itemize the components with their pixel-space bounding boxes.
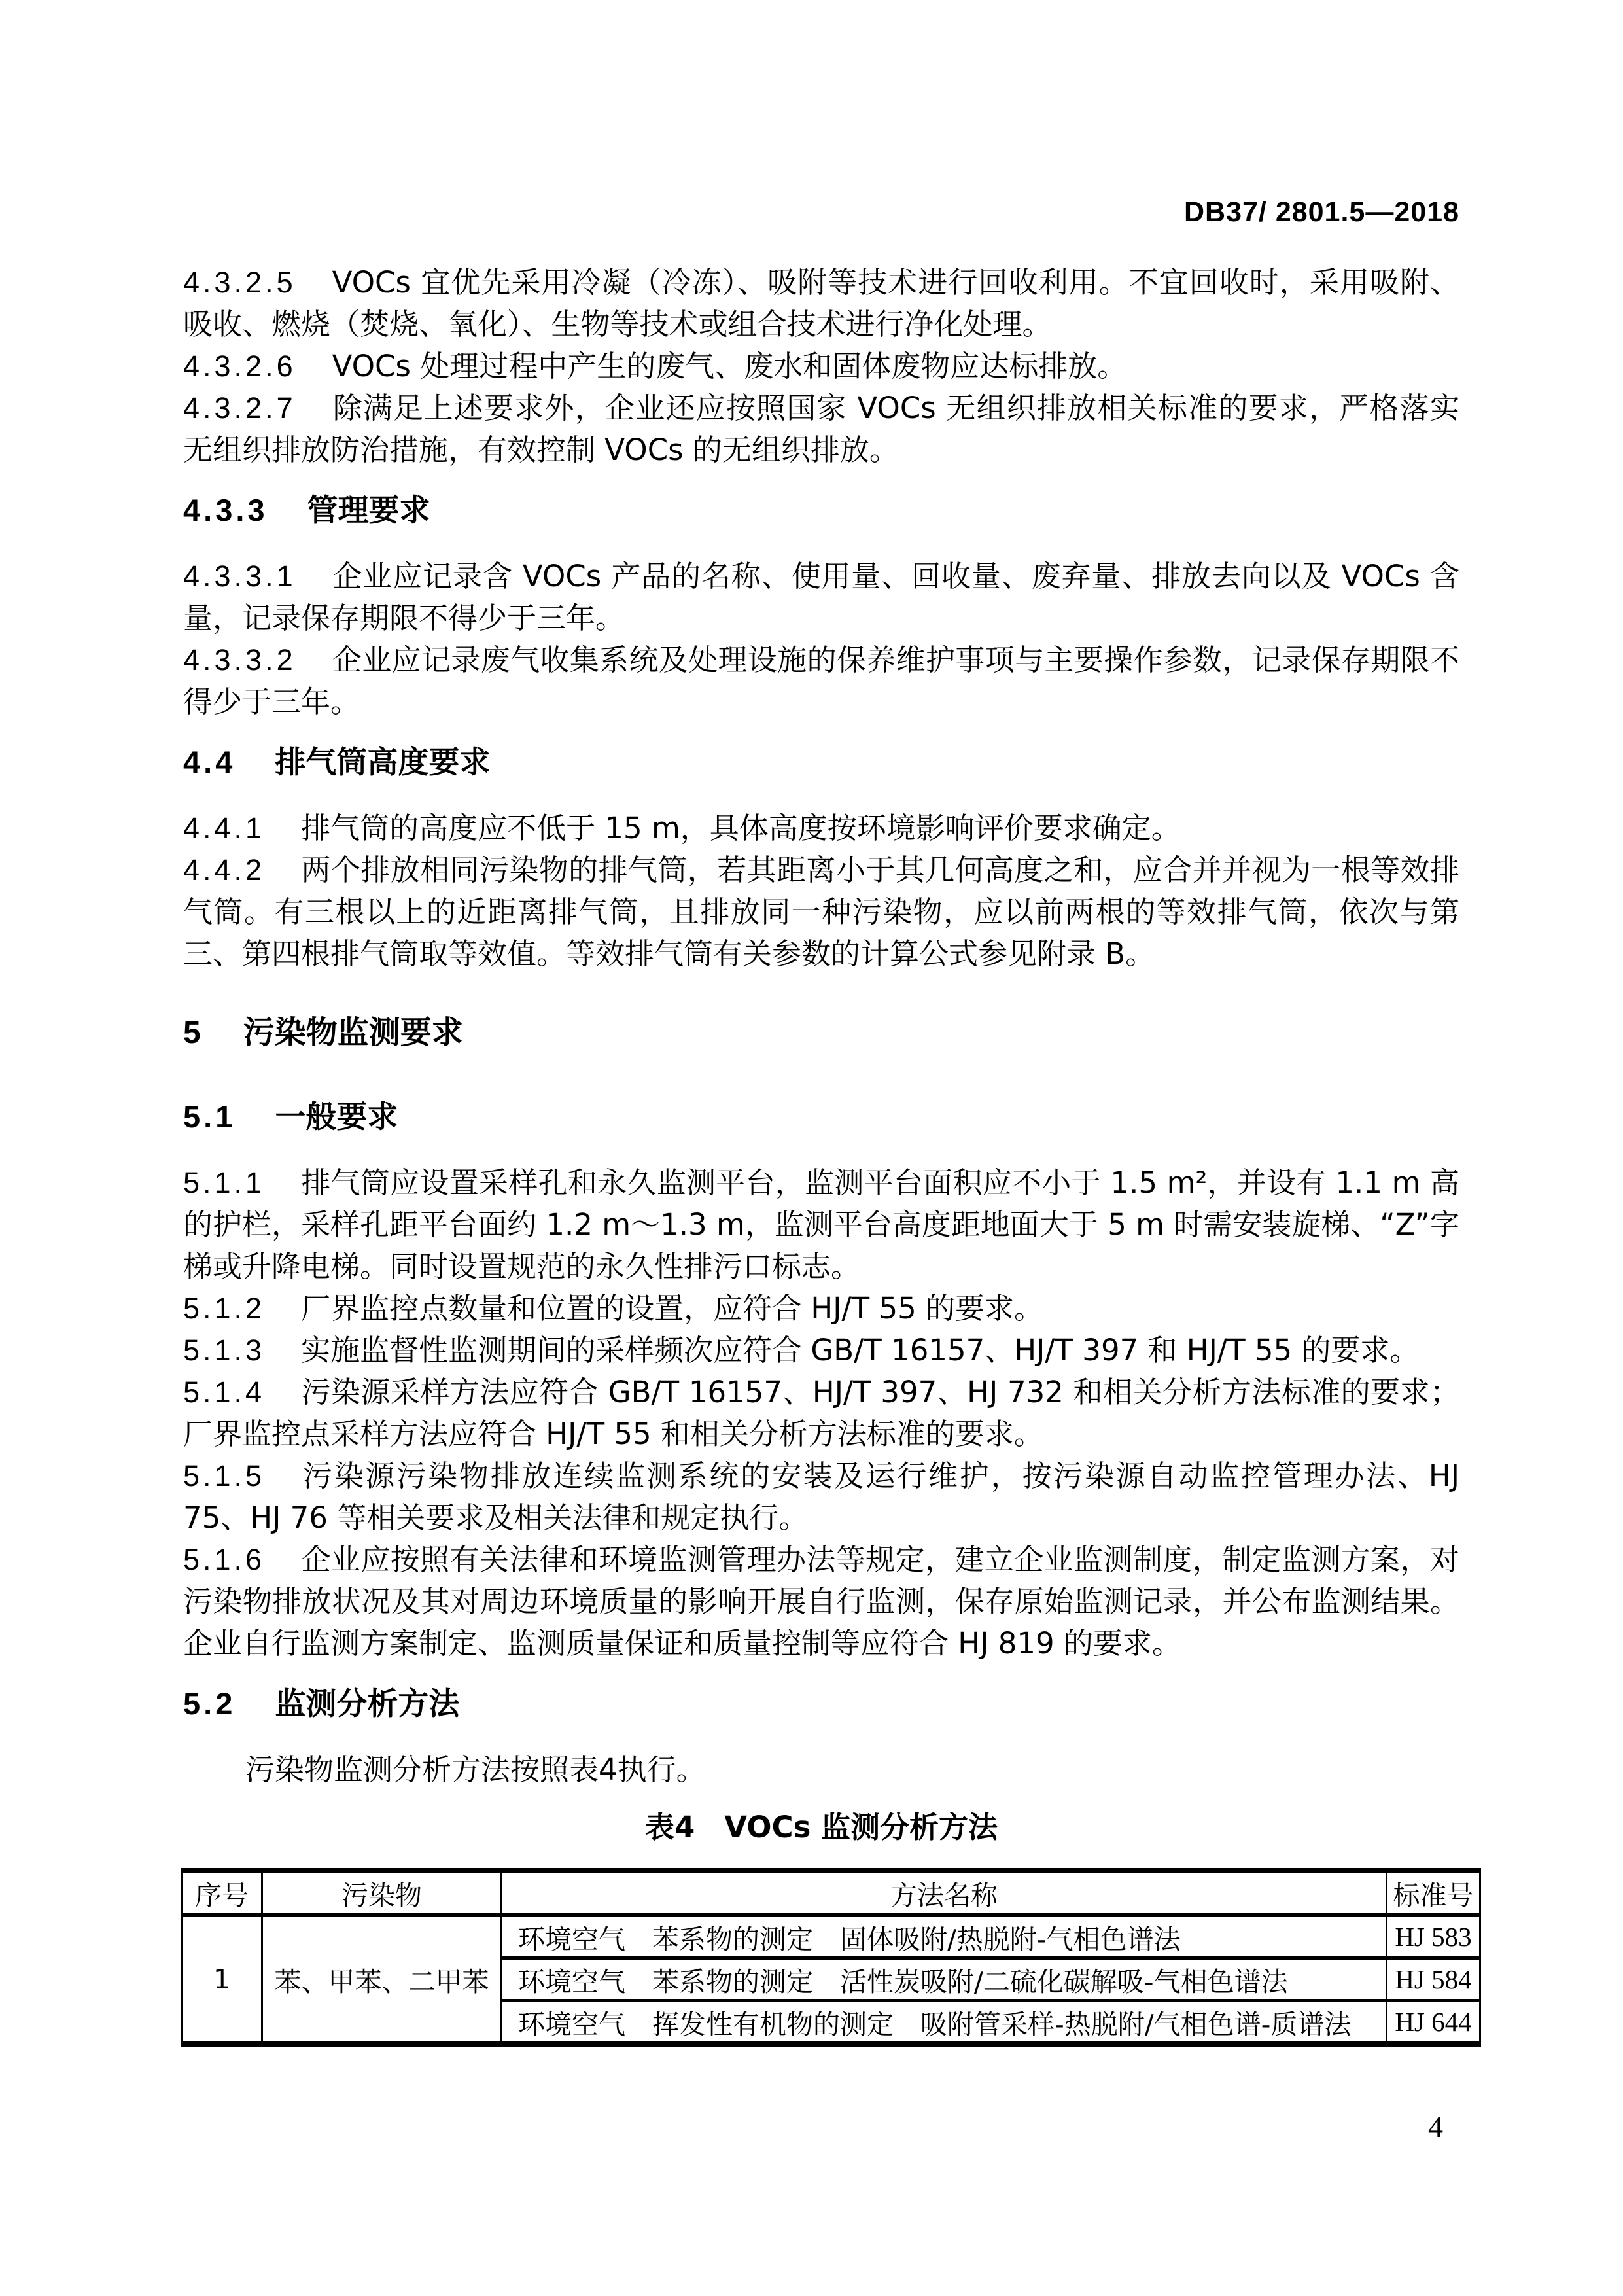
- section-number: 4.4: [183, 745, 236, 779]
- section-title: 一般要求: [275, 1099, 398, 1135]
- cell-method-2: 环境空气 苯系物的测定 活性炭吸附/二硫化碳解吸-气相色谱法: [502, 1958, 1387, 2001]
- section-title: 排气筒高度要求: [275, 745, 491, 781]
- section-number: 5.2: [183, 1686, 236, 1721]
- clause-text: VOCs 处理过程中产生的废气、废水和固体废物应达标排放。: [332, 349, 1127, 383]
- clause-4-3-2-7: [183, 387, 1459, 471]
- cell-method-3: 环境空气 挥发性有机物的测定 吸附管采样-热脱附/气相色谱-质谱法: [502, 2001, 1387, 2045]
- table-reference-paragraph: 污染物监测分析方法按照表4执行。: [245, 1752, 706, 1787]
- section-number: 4.3.3: [183, 493, 268, 527]
- clause-5-1-4: [183, 1371, 1459, 1455]
- clause-5-1-5: [183, 1455, 1459, 1539]
- clause-number: 5.1.4: [183, 1375, 266, 1409]
- clause-text: 排气筒应设置采样孔和永久监测平台，监测平台面积应不小于 1.5 m²，并设有 1.1 m 高的护栏，采样孔距平台面约 1.2 m～1.3 m，监测平台高度距地面大于 5 m 时需安装旋梯、“Z”字梯或升降电梯。同时设置规范的永久性排污口标志。: [183, 1165, 1459, 1284]
- table4-vocs-monitoring-methods: [181, 1868, 1481, 2047]
- cell-pollutant: 苯、甲苯、二甲苯: [262, 1915, 502, 2044]
- clause-number: 4.3.3.1: [183, 559, 296, 593]
- clause-5-1-6: [183, 1539, 1459, 1665]
- chapter-heading-5: [183, 1012, 1459, 1054]
- clause-text: 实施监督性监测期间的采样频次应符合 GB/T 16157、HJ/T 397 和 HJ/T 55 的要求。: [301, 1333, 1420, 1368]
- clause-text: 污染源污染物排放连续监测系统的安装及运行维护，按污染源自动监控管理办法、HJ 75、HJ 76 等相关要求及相关法律和规定执行。: [183, 1458, 1459, 1535]
- clause-number: 4.3.3.2: [183, 643, 296, 677]
- clause-4-4-2: [183, 849, 1459, 975]
- clause-4-4-1: [183, 807, 1459, 849]
- clause-5-1-3: [183, 1330, 1459, 1371]
- chapter-number: 5: [183, 1016, 204, 1050]
- clause-text: 两个排放相同污染物的排气筒，若其距离小于其几何高度之和，应合并并视为一根等效排气筒。有三根以上的近距离排气筒，且排放同一种污染物，应以前两根的等效排气筒，依次与第三、第四根排气筒取等效值。等效排气筒有关参数的计算公式参见附录 B。: [183, 853, 1459, 971]
- section-title: 监测分析方法: [275, 1686, 460, 1722]
- standard-number-header: DB37/ 2801.5—2018: [1183, 196, 1459, 228]
- clause-4-3-3-2: [183, 639, 1459, 723]
- section-number: 5.1: [183, 1099, 236, 1134]
- cell-standard-2: HJ 584: [1387, 1958, 1480, 2001]
- cell-standard-1: HJ 583: [1387, 1915, 1480, 1958]
- col-header-method-name: 方法名称: [502, 1871, 1387, 1916]
- page-number: 4: [1428, 2110, 1443, 2144]
- section-heading-4-3-3: [183, 489, 1459, 532]
- clause-number: 5.1.2: [183, 1292, 266, 1325]
- table-row: [182, 1915, 1480, 1958]
- section-heading-4-4: [183, 741, 1459, 784]
- table4-caption: 表4 VOCs 监测分析方法: [644, 1810, 998, 1845]
- clause-text: 厂界监控点数量和位置的设置，应符合 HJ/T 55 的要求。: [301, 1291, 1044, 1326]
- clause-number: 5.1.5: [183, 1459, 266, 1492]
- clause-number: 4.4.2: [183, 853, 266, 887]
- col-header-seq: 序号: [182, 1871, 262, 1916]
- section-heading-5-2: [183, 1683, 1459, 1725]
- clause-number: 4.3.2.7: [183, 391, 296, 425]
- table-header-row: [182, 1871, 1480, 1916]
- clause-number: 5.1.1: [183, 1166, 266, 1199]
- clause-number: 5.1.3: [183, 1333, 266, 1367]
- clause-number: 4.4.1: [183, 811, 266, 845]
- clause-text: 企业应记录含 VOCs 产品的名称、使用量、回收量、废弃量、排放去向以及 VOCs 含量，记录保存期限不得少于三年。: [183, 559, 1459, 635]
- clause-text: 企业应按照有关法律和环境监测管理办法等规定，建立企业监测制度，制定监测方案，对污染物排放状况及其对周边环境质量的影响开展自行监测，保存原始监测记录，并公布监测结果。企业自行监测方案制定、监测质量保证和质量控制等应符合 HJ 819 的要求。: [183, 1542, 1459, 1661]
- col-header-standard-no: 标准号: [1387, 1871, 1480, 1916]
- cell-method-1: 环境空气 苯系物的测定 固体吸附/热脱附-气相色谱法: [502, 1915, 1387, 1958]
- clause-4-3-2-6: [183, 345, 1459, 387]
- clause-5-1-1: [183, 1162, 1459, 1288]
- clause-number: 4.3.2.5: [183, 266, 296, 299]
- clause-text: VOCs 宜优先采用冷凝（冷冻）、吸附等技术进行回收利用。不宜回收时，采用吸附、吸收、燃烧（焚烧、氧化）、生物等技术或组合技术进行净化处理。: [183, 265, 1459, 342]
- chapter-title: 污染物监测要求: [243, 1014, 463, 1051]
- section-heading-5-1: [183, 1096, 1459, 1139]
- clause-text: 企业应记录废气收集系统及处理设施的保养维护事项与主要操作参数，记录保存期限不得少于三年。: [183, 643, 1459, 719]
- section-title: 管理要求: [307, 493, 430, 529]
- cell-seq: 1: [182, 1915, 262, 2044]
- clause-number: 4.3.2.6: [183, 349, 296, 383]
- clause-text: 排气筒的高度应不低于 15 m，具体高度按环境影响评价要求确定。: [301, 811, 1181, 845]
- clause-text: 污染源采样方法应符合 GB/T 16157、HJ/T 397、HJ 732 和相关分析方法标准的要求；厂界监控点采样方法应符合 HJ/T 55 和相关分析方法标准的要求。: [183, 1375, 1459, 1451]
- col-header-pollutant: 污染物: [262, 1871, 502, 1916]
- clause-5-1-2: [183, 1288, 1459, 1330]
- clause-4-3-2-5: [183, 262, 1459, 345]
- clause-4-3-3-1: [183, 556, 1459, 639]
- cell-standard-3: HJ 644: [1387, 2001, 1480, 2045]
- clause-number: 5.1.6: [183, 1543, 266, 1576]
- clause-text: 除满足上述要求外，企业还应按照国家 VOCs 无组织排放相关标准的要求，严格落实无组织排放防治措施，有效控制 VOCs 的无组织排放。: [183, 391, 1459, 467]
